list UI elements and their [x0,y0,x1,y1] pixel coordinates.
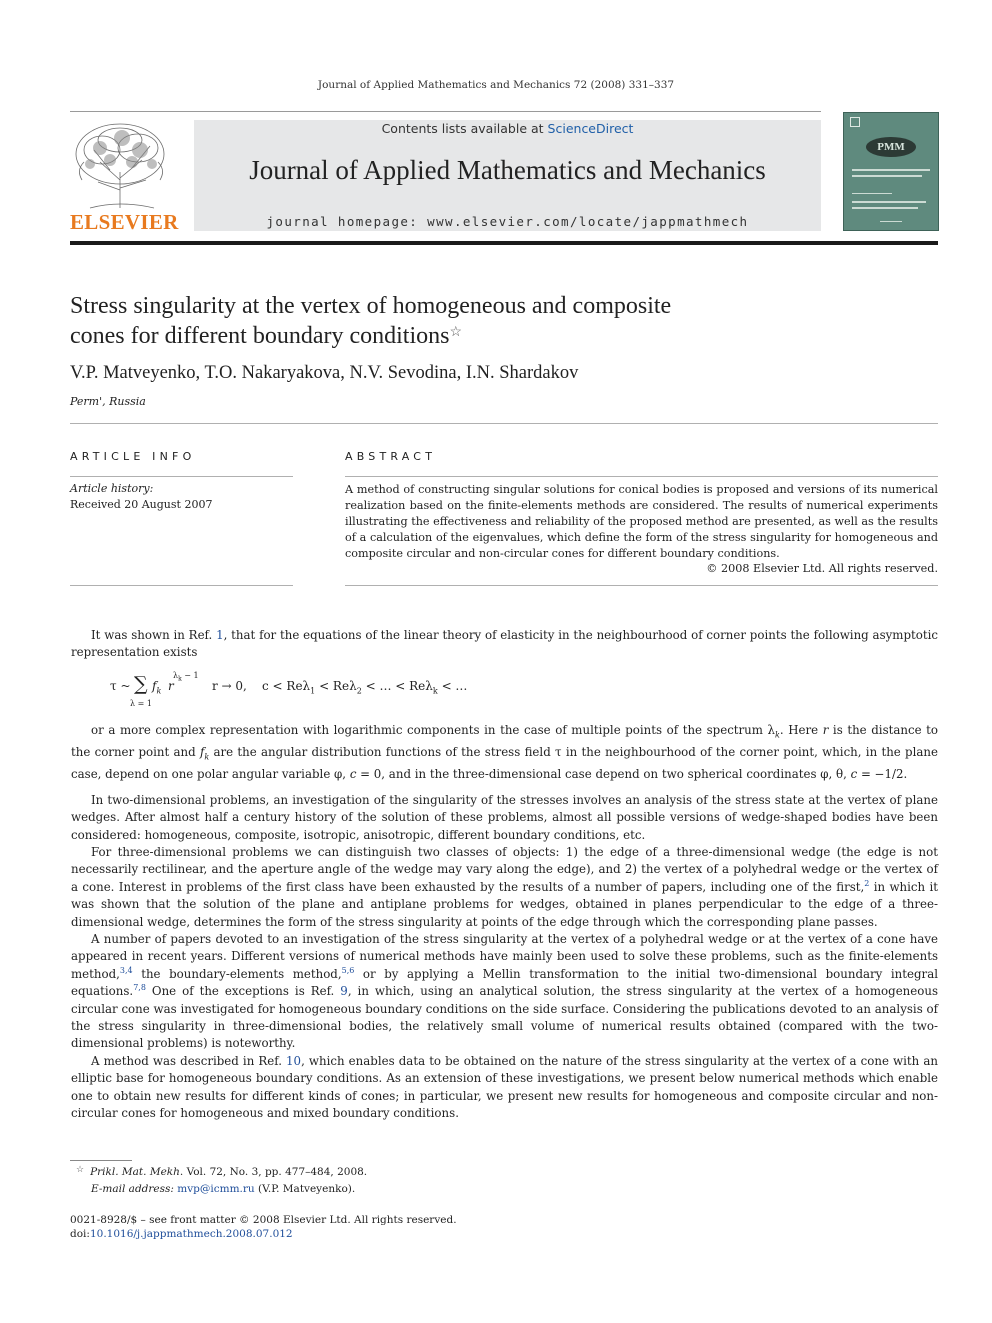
equation-exponent: $\lambda_k - 1$ [173,671,199,683]
abstract-rule [345,476,938,477]
spectrum-subscript: k [775,730,780,740]
article-history [70,481,212,513]
equation-lhs: τ ~ [110,679,131,693]
author-list: V.P. Matveyenko, T.O. Nakaryakova, N.V. Sevodina, I.N. Shardakov [70,363,579,383]
cover-logo: PMM [866,137,916,157]
article-info-bottom-rule [70,585,293,586]
history-label: Article history: [70,482,154,495]
article-title-line2: cones for different boundary conditions [70,323,450,349]
email-label: E-mail address: [91,1183,174,1195]
cover-title-line [852,169,930,171]
symbol-r: r [822,723,829,737]
footnote-source [76,1166,367,1178]
cover-subtitle-line [852,207,918,209]
article-info-heading: ARTICLE INFO [70,450,196,463]
header-rule [70,111,821,112]
equation-limit: r → 0, [212,679,247,693]
body-text: or a more complex representation with logarithmic components in the case of multiple points of the spectrum λ [91,723,776,737]
title-footnote-mark[interactable]: ☆ [449,325,463,340]
body-paragraph [71,931,938,1053]
reference-link[interactable]: 1 [216,628,224,642]
header-thick-rule [70,241,938,245]
reference-link[interactable]: 7,8 [133,983,146,993]
body-text: One of the exceptions is Ref. [145,984,341,999]
body-text: = −1/2. [857,766,908,781]
reference-link[interactable]: 5,6 [341,965,355,975]
body-text: , in which, using an analytical solution, the stress singularity at the vertex of a homogeneous circular cone was investigated for homogeneous boundary conditions on the side surface. Considering the publications devoted to an analysis of the stress singularity in three-dimensional bodies, the relatively small volume of numerical results obtained (compared with the two-dimensional problems) is noteworthy. [71,984,939,1051]
equation-term: $f_k$ [152,679,162,696]
footnote-text: . Vol. 72, No. 3, pp. 477–484, 2008. [179,1166,368,1178]
body-text: , which enables data to be obtained on the nature of the stress singularity at the vertex of a cone with an elliptic base for homogeneous boundary conditions. As an extension of these investigations, we present below numerical methods which enable one to obtain new results for different kinds of cones; in particular, we present new results for homogeneous and composite circular and non-circular cones for homogeneous and mixed boundary conditions. [71,1054,938,1121]
issn-line: 0021-8928/$ – see front matter © 2008 Elsevier Ltd. All rights reserved. [70,1214,457,1226]
email-owner: (V.P. Matveyenko). [254,1183,356,1195]
title-separator [70,423,938,424]
journal-cover-thumbnail [843,112,939,231]
cover-subtitle-line [852,201,926,203]
body-paragraph [71,722,938,783]
body-text: or by applying a Mellin transformation to the initial two-dimensional boundary integral equations. [71,966,939,999]
cover-publisher-mark [850,117,860,127]
body-text: the boundary-elements method, [132,966,342,981]
affiliation: Perm', Russia [70,395,146,408]
body-text: A number of papers devoted to an investigation of the stress singularity at the vertex of a polyhedral wedge or at the vertex of a cone have appeared in recent years. Different versions of numerical methods have mainly been used to solve these problems, such as the finite-elements method, [71,932,938,981]
contents-line [194,121,821,136]
footnote-journal: Prikl. Mat. Mekh [90,1166,180,1178]
body-text: in which it was shown that the solution of the plane and antiplane problems for wedges, obtained in planes perpendicular to the edge of a three-dimensional wedge, determines the form of the stress singularity at points of the edge through which the corresponding plane passes. [71,879,939,929]
abstract-heading: ABSTRACT [345,450,437,463]
reference-link[interactable]: 3,4 [119,965,133,975]
body-text: For three-dimensional problems we can distinguish two classes of objects: 1) the edge of a three-dimensional wedge (the edge is not necessarily rectilinear, and the aperture angle of the wedge may vary along the edge), and 2) the vertex of a polyhedral wedge or the vertex of a cone. Interest in problems of the first class have been exhausted by the results of a number of papers, including one of the first, [71,845,938,894]
cover-footer-line [880,221,902,222]
doi-label: doi: [70,1228,90,1240]
article-title [70,291,830,351]
email-link[interactable]: mvp@icmm.ru [177,1183,255,1195]
reference-link[interactable]: 9 [340,984,348,999]
symbol-f: f [199,744,205,759]
elsevier-wordmark: ELSEVIER [70,210,179,234]
abstract-copyright: © 2008 Elsevier Ltd. All rights reserved. [706,562,938,575]
reference-link[interactable]: 2 [864,878,870,888]
symbol-c: c [850,766,858,781]
doi-link[interactable]: 10.1016/j.jappmathmech.2008.07.012 [89,1228,293,1240]
journal-homepage[interactable]: journal homepage: www.elsevier.com/locate/jappmathmech [266,214,749,229]
received-date: Received 20 August 2007 [70,498,213,511]
body-text: are the angular distribution functions of the stress field τ in the neighbourhood of the corner point, which, in the plane case, depend on one polar angular variable φ, [71,744,938,781]
body-paragraph [71,1053,938,1123]
body-paragraph: In two-dimensional problems, an investigation of the singularity of the stresses involves an analysis of the stress state at the vertex of plane wedges. After almost half a century history of the solution of these problems, almost all possible versions of wedge-shaped bodies have been considered: homogeneous, composite, isotropic, anisotropic, different boundary conditions, etc. [71,793,938,842]
body-text: . Here [779,723,823,737]
article-info-rule [70,476,293,477]
reference-link[interactable]: 10 [286,1054,302,1068]
summation-symbol: ∑ [134,673,148,695]
body-paragraph [71,627,938,662]
doi-line [70,1228,293,1240]
body-text: , that for the equations of the linear theory of elasticity in the neighbourhood of corner points the following asymptotic representation exists [71,628,938,660]
abstract-text: A method of constructing singular solutions for conical bodies is proposed and versions of its numerical realization based on the finite-elements methods are considered. The results of numerical experiments illustrating the effectiveness and reliability of the proposed method are presented, as well as the results of a calculation of the eigenvalues, which define the form of the stress singularity for homogeneous and composite circular and non-circular cones for different boundary conditions. [345,483,938,560]
cover-title-line [852,175,922,177]
journal-citation: Journal of Applied Mathematics and Mechanics 72 (2008) 331–337 [317,79,675,91]
sciencedirect-link[interactable]: ScienceDirect [547,121,634,136]
body-paragraph [71,844,938,931]
body-text: It was shown in Ref. [91,628,217,642]
summation-index: λ = 1 [130,699,152,708]
footnote-email [91,1183,355,1195]
symbol-k: k [204,752,210,762]
footnote-rule [70,1160,132,1161]
abstract-bottom-rule [345,585,938,586]
asymptotic-equation [110,670,510,714]
equation-condition: c < Reλ$_1$ < Reλ$_2$ < … < Reλ$_k$ < … [262,679,468,696]
body-text: is the distance to the corner point and [71,723,939,759]
contents-prefix: Contents lists available at [381,121,548,136]
equation-r: r [168,679,174,693]
cover-subtitle-line [852,193,892,194]
body-text: = 0, and in the three-dimensional case depend on two spherical coordinates φ, θ, [356,766,851,781]
body-text: A method was described in Ref. [91,1054,287,1068]
journal-title: Journal of Applied Mathematics and Mechanics [249,155,766,185]
article-title-line1: Stress singularity at the vertex of homogeneous and composite [70,293,672,319]
footnote-mark: ☆ [76,1165,85,1175]
symbol-c: c [349,766,357,781]
